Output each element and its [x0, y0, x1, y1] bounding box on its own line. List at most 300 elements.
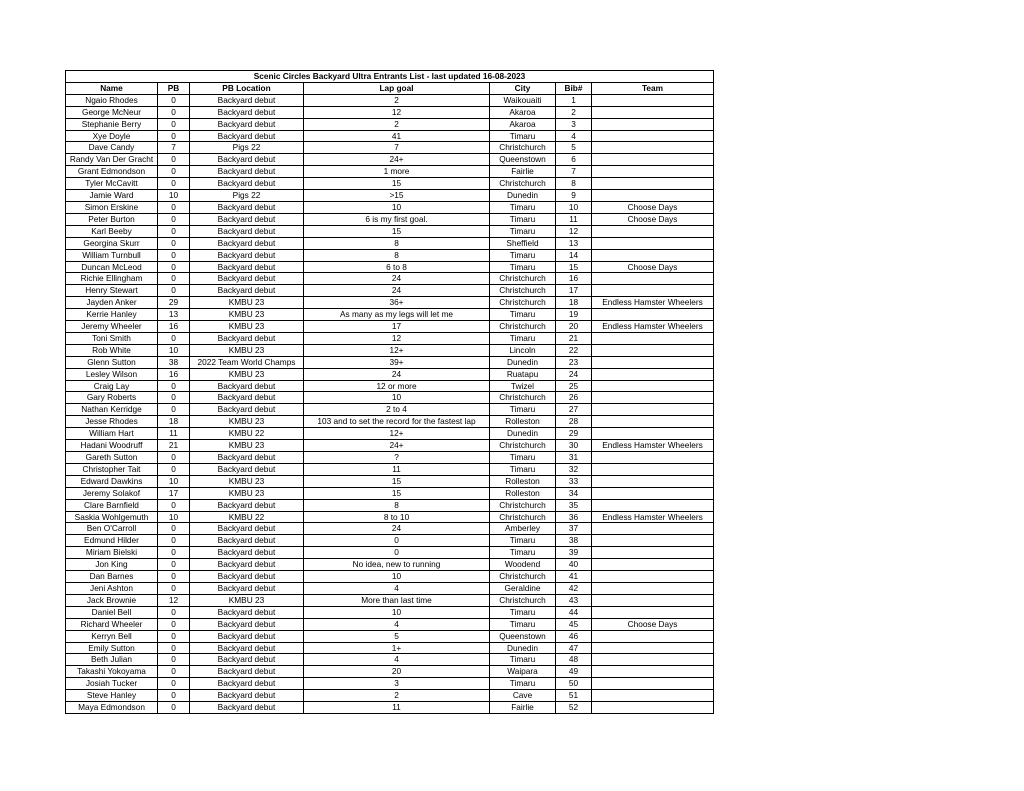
- table-row: [66, 368, 714, 380]
- cell-team: [592, 666, 714, 678]
- entrants-table: [65, 70, 714, 714]
- cell-city: Christchurch: [490, 273, 556, 285]
- cell-pb-location: Backyard debut: [190, 654, 304, 666]
- table-row: [66, 571, 714, 583]
- cell-pb: 0: [158, 678, 190, 690]
- table-title: Scenic Circles Backyard Ultra Entrants List - last updated 16-08-2023: [66, 71, 714, 83]
- cell-bib: 49: [556, 666, 592, 678]
- cell-name: Simon Erskine: [66, 201, 158, 213]
- cell-team: [592, 475, 714, 487]
- cell-pb: 0: [158, 380, 190, 392]
- cell-pb: 0: [158, 499, 190, 511]
- cell-lap-goal: 12: [304, 106, 490, 118]
- cell-name: Grant Edmondson: [66, 166, 158, 178]
- cell-pb-location: Backyard debut: [190, 225, 304, 237]
- cell-pb-location: Backyard debut: [190, 666, 304, 678]
- cell-pb: 0: [158, 582, 190, 594]
- cell-name: Steve Hanley: [66, 690, 158, 702]
- cell-city: Christchurch: [490, 440, 556, 452]
- cell-name: Georgina Skurr: [66, 237, 158, 249]
- cell-city: Rolleston: [490, 416, 556, 428]
- table-row: [66, 344, 714, 356]
- table-row: [66, 666, 714, 678]
- cell-bib: 41: [556, 571, 592, 583]
- cell-bib: 51: [556, 690, 592, 702]
- cell-pb: 11: [158, 428, 190, 440]
- cell-lap-goal: 6 to 8: [304, 261, 490, 273]
- cell-city: Christchurch: [490, 297, 556, 309]
- cell-city: Rolleston: [490, 475, 556, 487]
- cell-team: [592, 225, 714, 237]
- cell-pb-location: Backyard debut: [190, 559, 304, 571]
- cell-pb-location: Backyard debut: [190, 404, 304, 416]
- table-row: [66, 511, 714, 523]
- cell-pb-location: Pigs 22: [190, 142, 304, 154]
- cell-team: [592, 487, 714, 499]
- cell-pb-location: KMBU 23: [190, 594, 304, 606]
- cell-bib: 9: [556, 190, 592, 202]
- cell-pb-location: Backyard debut: [190, 582, 304, 594]
- cell-city: Woodend: [490, 559, 556, 571]
- table-row: [66, 380, 714, 392]
- table-row: [66, 118, 714, 130]
- cell-lap-goal: 10: [304, 392, 490, 404]
- cell-team: [592, 285, 714, 297]
- cell-pb-location: Backyard debut: [190, 642, 304, 654]
- cell-pb-location: Backyard debut: [190, 380, 304, 392]
- table-row: [66, 213, 714, 225]
- cell-lap-goal: 24: [304, 273, 490, 285]
- cell-pb-location: Backyard debut: [190, 118, 304, 130]
- cell-team: [592, 582, 714, 594]
- cell-lap-goal: 39+: [304, 356, 490, 368]
- cell-bib: 27: [556, 404, 592, 416]
- cell-lap-goal: 5: [304, 630, 490, 642]
- cell-bib: 48: [556, 654, 592, 666]
- table-row: [66, 690, 714, 702]
- cell-bib: 26: [556, 392, 592, 404]
- cell-team: [592, 142, 714, 154]
- cell-name: Jamie Ward: [66, 190, 158, 202]
- cell-pb-location: Backyard debut: [190, 154, 304, 166]
- cell-pb-location: Backyard debut: [190, 249, 304, 261]
- cell-lap-goal: 2 to 4: [304, 404, 490, 416]
- table-body: [66, 94, 714, 713]
- cell-team: Endless Hamster Wheelers: [592, 297, 714, 309]
- cell-team: Endless Hamster Wheelers: [592, 511, 714, 523]
- cell-pb-location: Backyard debut: [190, 106, 304, 118]
- cell-city: Sheffield: [490, 237, 556, 249]
- cell-pb: 10: [158, 190, 190, 202]
- cell-pb: 12: [158, 594, 190, 606]
- cell-team: [592, 190, 714, 202]
- cell-lap-goal: 4: [304, 654, 490, 666]
- cell-bib: 30: [556, 440, 592, 452]
- table-row: [66, 618, 714, 630]
- cell-bib: 7: [556, 166, 592, 178]
- cell-bib: 33: [556, 475, 592, 487]
- cell-pb: 0: [158, 166, 190, 178]
- cell-bib: 23: [556, 356, 592, 368]
- table-row: [66, 190, 714, 202]
- cell-team: [592, 606, 714, 618]
- cell-city: Dunedin: [490, 428, 556, 440]
- cell-name: Jesse Rhodes: [66, 416, 158, 428]
- cell-city: Fairlie: [490, 702, 556, 714]
- cell-pb: 0: [158, 571, 190, 583]
- cell-team: [592, 463, 714, 475]
- cell-pb-location: Backyard debut: [190, 547, 304, 559]
- cell-name: Christopher Tait: [66, 463, 158, 475]
- cell-name: Dan Barnes: [66, 571, 158, 583]
- cell-name: Jeremy Solakof: [66, 487, 158, 499]
- cell-bib: 31: [556, 452, 592, 464]
- cell-lap-goal: ?: [304, 452, 490, 464]
- cell-name: George McNeur: [66, 106, 158, 118]
- cell-city: Amberley: [490, 523, 556, 535]
- cell-city: Twizel: [490, 380, 556, 392]
- cell-pb: 0: [158, 237, 190, 249]
- cell-pb-location: KMBU 23: [190, 440, 304, 452]
- cell-team: [592, 309, 714, 321]
- cell-bib: 4: [556, 130, 592, 142]
- cell-city: Timaru: [490, 547, 556, 559]
- cell-pb-location: Backyard debut: [190, 535, 304, 547]
- cell-lap-goal: 2: [304, 690, 490, 702]
- cell-team: [592, 428, 714, 440]
- cell-team: [592, 273, 714, 285]
- cell-bib: 42: [556, 582, 592, 594]
- cell-city: Waipara: [490, 666, 556, 678]
- cell-pb: 0: [158, 392, 190, 404]
- cell-pb: 0: [158, 178, 190, 190]
- cell-name: William Turnbull: [66, 249, 158, 261]
- cell-city: Timaru: [490, 606, 556, 618]
- cell-lap-goal: 15: [304, 225, 490, 237]
- cell-lap-goal: No idea, new to running: [304, 559, 490, 571]
- cell-team: Choose Days: [592, 261, 714, 273]
- cell-pb: 0: [158, 154, 190, 166]
- cell-lap-goal: 4: [304, 618, 490, 630]
- cell-city: Timaru: [490, 404, 556, 416]
- cell-city: Dunedin: [490, 190, 556, 202]
- cell-bib: 43: [556, 594, 592, 606]
- cell-pb: 0: [158, 213, 190, 225]
- cell-lap-goal: 6 is my first goal.: [304, 213, 490, 225]
- table-row: [66, 297, 714, 309]
- cell-lap-goal: 24: [304, 523, 490, 535]
- table-row: [66, 356, 714, 368]
- cell-city: Christchurch: [490, 392, 556, 404]
- cell-name: Stephanie Berry: [66, 118, 158, 130]
- header-lap-goal: Lap goal: [304, 82, 490, 94]
- cell-bib: 18: [556, 297, 592, 309]
- cell-pb-location: KMBU 22: [190, 428, 304, 440]
- cell-name: Tyler McCavitt: [66, 178, 158, 190]
- cell-pb: 16: [158, 321, 190, 333]
- cell-lap-goal: 12+: [304, 428, 490, 440]
- cell-bib: 22: [556, 344, 592, 356]
- cell-name: Lesley Wilson: [66, 368, 158, 380]
- cell-team: Endless Hamster Wheelers: [592, 440, 714, 452]
- cell-city: Timaru: [490, 618, 556, 630]
- cell-pb-location: Backyard debut: [190, 166, 304, 178]
- cell-lap-goal: 10: [304, 571, 490, 583]
- cell-bib: 2: [556, 106, 592, 118]
- table-row: [66, 285, 714, 297]
- cell-team: [592, 416, 714, 428]
- table-row: [66, 547, 714, 559]
- cell-bib: 5: [556, 142, 592, 154]
- cell-lap-goal: 0: [304, 547, 490, 559]
- cell-pb: 0: [158, 463, 190, 475]
- cell-city: Timaru: [490, 332, 556, 344]
- cell-team: [592, 702, 714, 714]
- cell-pb-location: Backyard debut: [190, 392, 304, 404]
- cell-bib: 52: [556, 702, 592, 714]
- cell-lap-goal: 24+: [304, 154, 490, 166]
- header-team: Team: [592, 82, 714, 94]
- cell-name: Xye Doyle: [66, 130, 158, 142]
- cell-name: Kerryn Bell: [66, 630, 158, 642]
- cell-city: Timaru: [490, 213, 556, 225]
- cell-pb: 0: [158, 654, 190, 666]
- cell-city: Timaru: [490, 130, 556, 142]
- cell-bib: 3: [556, 118, 592, 130]
- cell-pb-location: Backyard debut: [190, 201, 304, 213]
- header-pb: PB: [158, 82, 190, 94]
- cell-name: Emily Sutton: [66, 642, 158, 654]
- header-name: Name: [66, 82, 158, 94]
- cell-city: Christchurch: [490, 594, 556, 606]
- cell-lap-goal: 1+: [304, 642, 490, 654]
- cell-team: [592, 404, 714, 416]
- cell-city: Ruatapu: [490, 368, 556, 380]
- table-row: [66, 416, 714, 428]
- cell-name: Jeremy Wheeler: [66, 321, 158, 333]
- cell-lap-goal: 24: [304, 368, 490, 380]
- cell-name: Peter Burton: [66, 213, 158, 225]
- cell-pb: 13: [158, 309, 190, 321]
- cell-lap-goal: 2: [304, 118, 490, 130]
- cell-name: Dave Candy: [66, 142, 158, 154]
- cell-pb-location: Backyard debut: [190, 678, 304, 690]
- cell-city: Timaru: [490, 201, 556, 213]
- cell-name: Nathan Kerridge: [66, 404, 158, 416]
- cell-bib: 25: [556, 380, 592, 392]
- table-row: [66, 594, 714, 606]
- cell-team: Choose Days: [592, 618, 714, 630]
- cell-pb: 0: [158, 702, 190, 714]
- table-row: [66, 535, 714, 547]
- cell-city: Timaru: [490, 654, 556, 666]
- cell-pb-location: Backyard debut: [190, 94, 304, 106]
- cell-city: Timaru: [490, 535, 556, 547]
- cell-team: [592, 523, 714, 535]
- cell-name: Takashi Yokoyama: [66, 666, 158, 678]
- table-row: [66, 499, 714, 511]
- cell-bib: 10: [556, 201, 592, 213]
- cell-bib: 24: [556, 368, 592, 380]
- cell-pb-location: Backyard debut: [190, 261, 304, 273]
- cell-team: [592, 118, 714, 130]
- cell-pb-location: Backyard debut: [190, 213, 304, 225]
- cell-city: Lincoln: [490, 344, 556, 356]
- table-row: [66, 225, 714, 237]
- cell-pb: 0: [158, 547, 190, 559]
- cell-pb: 0: [158, 249, 190, 261]
- cell-city: Akaroa: [490, 118, 556, 130]
- cell-name: Ben O'Carroll: [66, 523, 158, 535]
- cell-city: Akaroa: [490, 106, 556, 118]
- table-row: [66, 201, 714, 213]
- cell-team: [592, 571, 714, 583]
- cell-lap-goal: 24: [304, 285, 490, 297]
- table-row: [66, 463, 714, 475]
- cell-lap-goal: 0: [304, 535, 490, 547]
- cell-name: Kerrie Hanley: [66, 309, 158, 321]
- cell-lap-goal: 2: [304, 94, 490, 106]
- cell-pb-location: Backyard debut: [190, 273, 304, 285]
- cell-name: Miriam Bielski: [66, 547, 158, 559]
- cell-lap-goal: 20: [304, 666, 490, 678]
- cell-pb: 0: [158, 118, 190, 130]
- cell-bib: 50: [556, 678, 592, 690]
- cell-team: [592, 642, 714, 654]
- cell-lap-goal: 11: [304, 702, 490, 714]
- cell-pb-location: Backyard debut: [190, 523, 304, 535]
- table-row: [66, 523, 714, 535]
- cell-team: [592, 547, 714, 559]
- cell-team: [592, 166, 714, 178]
- cell-bib: 21: [556, 332, 592, 344]
- cell-city: Timaru: [490, 678, 556, 690]
- cell-name: Toni Smith: [66, 332, 158, 344]
- cell-city: Queenstown: [490, 154, 556, 166]
- cell-bib: 38: [556, 535, 592, 547]
- cell-bib: 46: [556, 630, 592, 642]
- cell-lap-goal: 8: [304, 249, 490, 261]
- cell-pb: 17: [158, 487, 190, 499]
- cell-bib: 29: [556, 428, 592, 440]
- cell-team: [592, 368, 714, 380]
- cell-team: Choose Days: [592, 213, 714, 225]
- cell-name: Edmund Hilder: [66, 535, 158, 547]
- cell-pb: 0: [158, 606, 190, 618]
- cell-name: Josiah Tucker: [66, 678, 158, 690]
- cell-pb-location: Backyard debut: [190, 463, 304, 475]
- cell-city: Christchurch: [490, 511, 556, 523]
- table-row: [66, 440, 714, 452]
- cell-team: [592, 392, 714, 404]
- cell-lap-goal: 15: [304, 487, 490, 499]
- cell-name: Richard Wheeler: [66, 618, 158, 630]
- cell-bib: 6: [556, 154, 592, 166]
- cell-team: [592, 237, 714, 249]
- cell-pb: 0: [158, 452, 190, 464]
- cell-pb-location: Backyard debut: [190, 618, 304, 630]
- cell-pb: 0: [158, 261, 190, 273]
- cell-name: William Hart: [66, 428, 158, 440]
- cell-city: Timaru: [490, 261, 556, 273]
- cell-pb: 38: [158, 356, 190, 368]
- table-row: [66, 452, 714, 464]
- cell-pb-location: Pigs 22: [190, 190, 304, 202]
- cell-pb-location: KMBU 23: [190, 321, 304, 333]
- table-row: [66, 332, 714, 344]
- cell-team: [592, 630, 714, 642]
- cell-lap-goal: 103 and to set the record for the fastest lap: [304, 416, 490, 428]
- cell-pb-location: Backyard debut: [190, 499, 304, 511]
- cell-pb: 0: [158, 285, 190, 297]
- cell-name: Gareth Sutton: [66, 452, 158, 464]
- table-row: [66, 237, 714, 249]
- cell-name: Maya Edmondson: [66, 702, 158, 714]
- cell-lap-goal: 3: [304, 678, 490, 690]
- cell-pb: 0: [158, 273, 190, 285]
- table-row: [66, 154, 714, 166]
- cell-pb-location: Backyard debut: [190, 237, 304, 249]
- cell-lap-goal: 24+: [304, 440, 490, 452]
- cell-lap-goal: 15: [304, 178, 490, 190]
- cell-city: Queenstown: [490, 630, 556, 642]
- cell-pb-location: Backyard debut: [190, 630, 304, 642]
- cell-pb: 10: [158, 511, 190, 523]
- cell-pb: 0: [158, 201, 190, 213]
- cell-pb: 0: [158, 642, 190, 654]
- cell-lap-goal: 11: [304, 463, 490, 475]
- cell-pb-location: Backyard debut: [190, 571, 304, 583]
- cell-name: Jon King: [66, 559, 158, 571]
- cell-city: Timaru: [490, 452, 556, 464]
- cell-bib: 45: [556, 618, 592, 630]
- cell-team: [592, 344, 714, 356]
- cell-name: Edward Dawkins: [66, 475, 158, 487]
- cell-pb-location: Backyard debut: [190, 130, 304, 142]
- cell-pb-location: KMBU 23: [190, 297, 304, 309]
- cell-pb: 0: [158, 666, 190, 678]
- cell-name: Rob White: [66, 344, 158, 356]
- cell-pb-location: Backyard debut: [190, 178, 304, 190]
- table-row: [66, 654, 714, 666]
- cell-pb-location: KMBU 22: [190, 511, 304, 523]
- cell-name: Craig Lay: [66, 380, 158, 392]
- cell-pb-location: 2022 Team World Champs: [190, 356, 304, 368]
- cell-team: [592, 332, 714, 344]
- cell-pb: 0: [158, 559, 190, 571]
- cell-bib: 40: [556, 559, 592, 571]
- cell-pb-location: Backyard debut: [190, 606, 304, 618]
- cell-city: Dunedin: [490, 356, 556, 368]
- header-row: [66, 82, 714, 94]
- cell-bib: 32: [556, 463, 592, 475]
- cell-team: [592, 535, 714, 547]
- cell-lap-goal: More than last time: [304, 594, 490, 606]
- cell-pb-location: KMBU 23: [190, 368, 304, 380]
- cell-pb-location: KMBU 23: [190, 344, 304, 356]
- table-row: [66, 642, 714, 654]
- cell-bib: 12: [556, 225, 592, 237]
- cell-bib: 47: [556, 642, 592, 654]
- cell-name: Duncan McLeod: [66, 261, 158, 273]
- cell-pb: 0: [158, 618, 190, 630]
- cell-bib: 28: [556, 416, 592, 428]
- cell-bib: 13: [556, 237, 592, 249]
- cell-lap-goal: 10: [304, 606, 490, 618]
- cell-pb-location: KMBU 23: [190, 487, 304, 499]
- cell-name: Jayden Anker: [66, 297, 158, 309]
- cell-pb-location: Backyard debut: [190, 690, 304, 702]
